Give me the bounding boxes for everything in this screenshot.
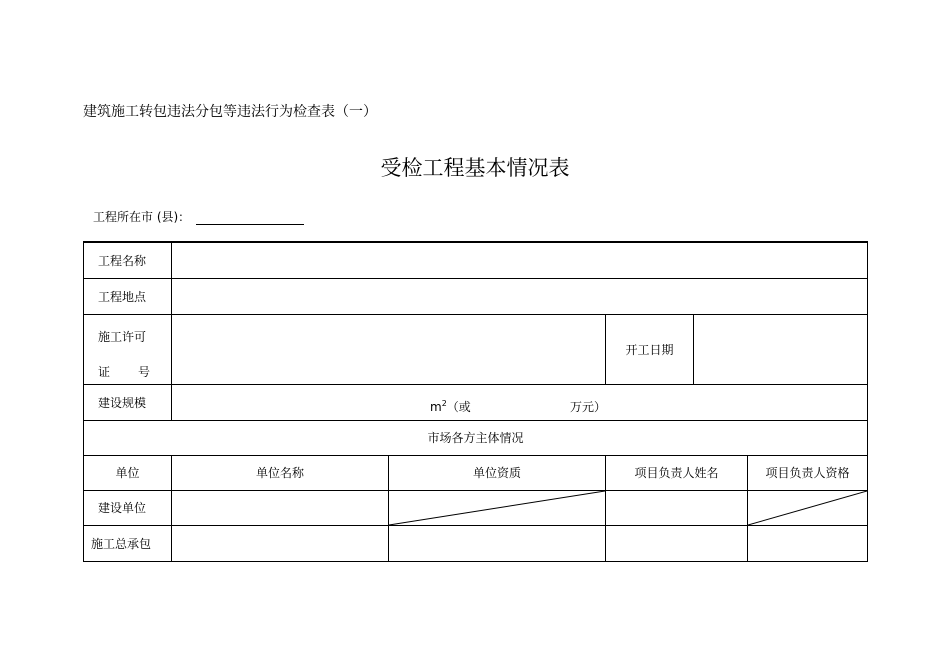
- cell-unit-name: [172, 490, 389, 525]
- cell-qualification: [389, 525, 606, 561]
- scale-label: 建设规模: [84, 384, 172, 420]
- cell-manager-name: [606, 525, 748, 561]
- city-field: [93, 208, 304, 225]
- cell-unit-name: [172, 525, 389, 561]
- project-location-value: [172, 278, 868, 314]
- table-row: [84, 278, 868, 314]
- project-location-label: 工程地点: [84, 278, 172, 314]
- diagonal-strike-line: [748, 491, 867, 525]
- table-row: [84, 420, 868, 455]
- col-header-manager-name: 项目负责人姓名: [606, 455, 748, 490]
- table-row: [84, 384, 868, 420]
- permit-number-label: [84, 314, 172, 384]
- project-name-label: 工程名称: [84, 242, 172, 278]
- scale-unit-sup: 2: [441, 398, 447, 408]
- cell-manager-qualification: [748, 525, 868, 561]
- form-title: 受检工程基本情况表: [380, 156, 570, 180]
- diagonal-strike-line: [389, 491, 605, 525]
- cell-manager-name: [606, 490, 748, 525]
- cell-qualification-crossed: [389, 490, 606, 525]
- table-row: [84, 314, 868, 384]
- table-row: [84, 455, 868, 490]
- row-label-construction-unit: 建设单位: [84, 490, 172, 525]
- col-header-unit-name: 单位名称: [172, 455, 389, 490]
- inspection-form-table: [83, 241, 868, 562]
- scale-unit-m2: [430, 398, 471, 415]
- scale-or: （或: [446, 399, 471, 414]
- table-row: [84, 242, 868, 278]
- project-name-value: [172, 242, 868, 278]
- start-date-label: 开工日期: [606, 314, 694, 384]
- scale-unit-m: m: [430, 399, 442, 414]
- col-header-manager-qualification: 项目负责人资格: [748, 455, 868, 490]
- table-row: [84, 490, 868, 525]
- cell-manager-qualification-crossed: [748, 490, 868, 525]
- start-date-value: [694, 314, 868, 384]
- table-row: [84, 525, 868, 561]
- city-label: 工程所在市 (县)：: [93, 210, 191, 224]
- col-header-qualification: 单位资质: [389, 455, 606, 490]
- market-section-header: 市场各方主体情况: [84, 420, 868, 455]
- col-header-unit: 单位: [84, 455, 172, 490]
- permit-label-char1: 证: [98, 364, 111, 379]
- permit-number-value: [172, 314, 606, 384]
- permit-label-line1: 施工许可: [98, 329, 147, 344]
- scale-unit-wan: 万元）: [570, 399, 607, 414]
- row-label-general-contractor: 施工总承包: [84, 525, 172, 561]
- document-heading: 建筑施工转包违法分包等违法行为检查表（一）: [83, 104, 377, 120]
- scale-value: [172, 384, 868, 420]
- permit-label-char2: 号: [137, 364, 150, 379]
- permit-label-line2: [98, 363, 150, 380]
- city-blank-line: [196, 212, 304, 225]
